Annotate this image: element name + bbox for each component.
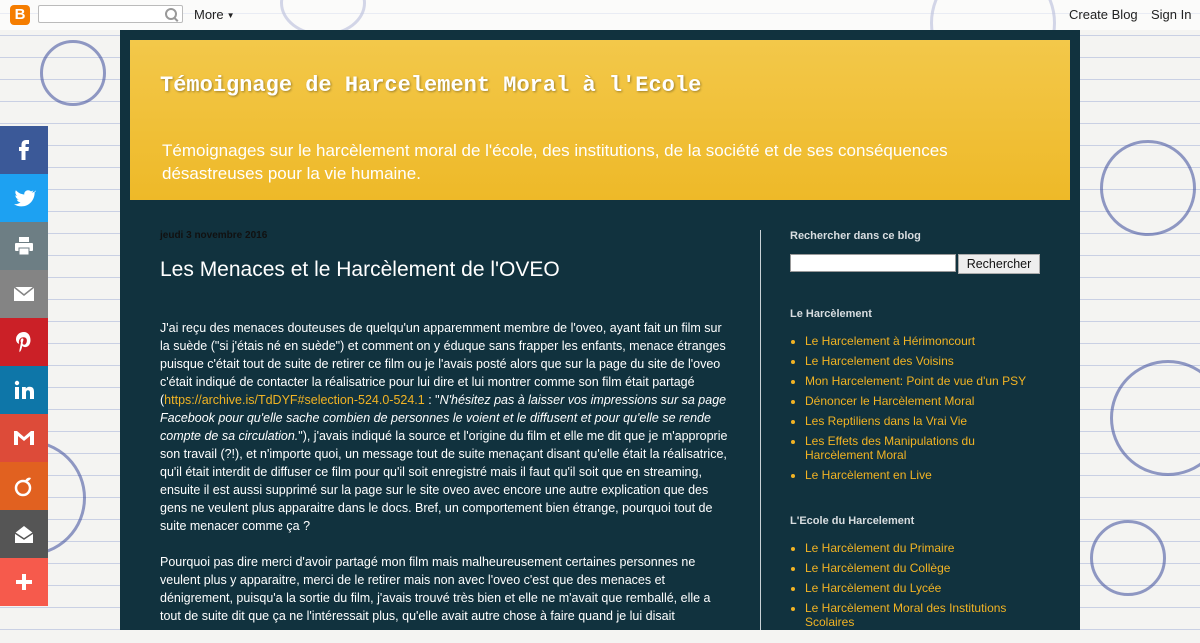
post-title[interactable]: Les Menaces et le Harcèlement de l'OVEO	[160, 258, 560, 281]
create-blog-link[interactable]: Create Blog	[1069, 7, 1138, 22]
doodle-circle	[1110, 360, 1200, 476]
sidebar-link[interactable]	[805, 561, 1040, 575]
blog-description: Témoignages sur le harcèlement moral de l'école, des institutions, de la société et de ses conséquences désastreuses pour la vie humaine.	[162, 141, 948, 183]
blog-header	[130, 40, 1070, 200]
sidebar-link[interactable]	[805, 434, 1040, 462]
post-paragraph: Pourquoi pas dire merci d'avoir partagé mon film mais malheureusement certaines personnes ne veulent plus y apparaitre, merci de le retirer mais non avec l'oveo c'est que des menaces et dénigrement, puisqu'a la sortie du film, j'avais trouvé très bien et elle ne m'avait que remballé, elle a tout de suite dit que ça ne l'intéressait plus, qu'elle avait autre chose à faire quand je lui disait	[160, 555, 711, 623]
post-text: : "	[424, 393, 440, 407]
doodle-circle	[1100, 140, 1196, 236]
more-label: More	[194, 7, 224, 22]
caret-down-icon: ▼	[226, 11, 235, 21]
sidebar-link[interactable]	[805, 601, 1040, 629]
section-links-ecole	[790, 541, 1040, 635]
inbox-icon	[12, 522, 36, 546]
section-links-harcelement	[790, 334, 1040, 488]
gmail-share-button[interactable]	[0, 414, 48, 462]
twitter-share-button[interactable]	[0, 174, 48, 222]
facebook-share-button[interactable]	[0, 126, 48, 174]
archive-link[interactable]: https://archive.is/TdDYF#selection-524.0-524.1	[164, 393, 425, 407]
doodle-circle	[1090, 520, 1166, 596]
post-paragraph	[160, 319, 730, 535]
sidebar-link[interactable]	[805, 541, 1040, 555]
blogger-logo-icon[interactable]: B	[10, 5, 30, 25]
yummly-icon	[12, 474, 36, 498]
envelope-icon	[12, 282, 36, 306]
blog-search-input[interactable]	[790, 254, 956, 272]
sidebar-link-label[interactable]: Les Effets des Manipulations du Harcèlement Moral	[805, 434, 975, 462]
search-button[interactable]: Rechercher	[958, 254, 1040, 274]
linkedin-icon	[12, 378, 36, 402]
sidebar-link[interactable]	[805, 581, 1040, 595]
printer-icon	[12, 234, 36, 258]
sign-in-link[interactable]: Sign In	[1151, 7, 1192, 22]
sidebar-link-label[interactable]: Le Harcèlement Moral des Institutions Scolaires	[805, 601, 1007, 629]
pinterest-icon	[12, 330, 36, 354]
linkedin-share-button[interactable]	[0, 366, 48, 414]
share-bar	[0, 126, 48, 606]
inbox-share-button[interactable]	[0, 510, 48, 558]
more-share-button[interactable]	[0, 558, 48, 606]
section-heading-ecole: L'Ecole du Harcelement	[790, 515, 915, 527]
sidebar-link-label[interactable]: Les Reptiliens dans la Vrai Vie	[805, 414, 968, 428]
post-quote: N'hésitez pas à laisser vos impressions sur sa page Facebook pour qu'elle sache combien de personnes le voient et le diffusent et pour qu'elle se rende compte de sa circulation.	[160, 393, 727, 443]
sidebar-link-label[interactable]: Le Harcèlement du Collège	[805, 561, 951, 575]
blogger-navbar	[0, 0, 1200, 30]
facebook-icon	[12, 138, 36, 162]
sidebar-link-label[interactable]: Le Harcelement à Hérimoncourt	[805, 334, 976, 348]
sidebar-link[interactable]	[805, 414, 1040, 428]
print-share-button[interactable]	[0, 222, 48, 270]
sidebar-link-label[interactable]: Le Harcelement des Voisins	[805, 354, 954, 368]
navbar-search-input[interactable]	[38, 5, 183, 23]
sidebar-link[interactable]	[805, 468, 1040, 482]
gmail-icon	[12, 426, 36, 450]
post-body	[160, 319, 730, 643]
sidebar-link-label[interactable]: Dénoncer le Harcèlement Moral	[805, 394, 975, 408]
doodle-circle	[40, 40, 106, 106]
sidebar-link[interactable]	[805, 354, 1040, 368]
search-icon[interactable]	[165, 8, 177, 20]
sidebar-link-label[interactable]: Le Harcèlement en Live	[805, 468, 932, 482]
sidebar-link[interactable]	[805, 334, 1040, 348]
post-text: J'ai reçu des menaces douteuses de quelqu'un apparemment membre de l'oveo, ayant fait un film sur la suède ("si j'étais né en suède") et comment on y éduque sans frapper les enfants, menace étranges puisque c'était tout de suite de retirer ce film ou je l'avais posté alors que sur la page du site de l'oveo c'était indiqué de contacter la réalisatrice pour lui dire et lui montrer comme son film était partagé (	[160, 321, 726, 407]
sidebar-link-label[interactable]: Mon Harcelement: Point de vue d'un PSY	[805, 374, 1027, 388]
yummly-share-button[interactable]	[0, 462, 48, 510]
email-share-button[interactable]	[0, 270, 48, 318]
sidebar-link-label[interactable]: Le Harcèlement du Primaire	[805, 541, 955, 555]
post-text: "), j'avais indiqué la source et l'origine du film et elle me dit que je m'approprie son travail (?!), et n'importe quoi, un message tout de suite menaçant disant qu'elle était la réalisatrice, qu'il était interdit de diffuser ce film pour qu'il soit enregistré mais il faut qu'il soit que en streaming, ensuite il est aussi supprimé sur la page sur le site oveo avec encore une autre explication que des gens ne veulent plus apparaitre dans le docs. Bref, un comportement bien étrange, pourquoi tout de suite menacer comme ça ?	[160, 429, 728, 533]
column-divider	[760, 230, 761, 630]
post-date: jeudi 3 novembre 2016	[160, 230, 268, 241]
sidebar-link[interactable]	[805, 374, 1040, 388]
pinterest-share-button[interactable]	[0, 318, 48, 366]
blog-outer-wrapper	[120, 30, 1080, 630]
plus-icon	[12, 570, 36, 594]
twitter-icon	[12, 186, 36, 210]
sidebar-link-label[interactable]: Le Harcèlement du Lycée	[805, 581, 942, 595]
search-widget-heading: Rechercher dans ce blog	[790, 230, 921, 242]
more-menu-button[interactable]	[194, 7, 235, 22]
sidebar-link[interactable]	[805, 394, 1040, 408]
blog-title[interactable]: Témoignage de Harcelement Moral à l'Ecole	[160, 73, 702, 98]
section-heading-harcelement: Le Harcèlement	[790, 308, 872, 320]
